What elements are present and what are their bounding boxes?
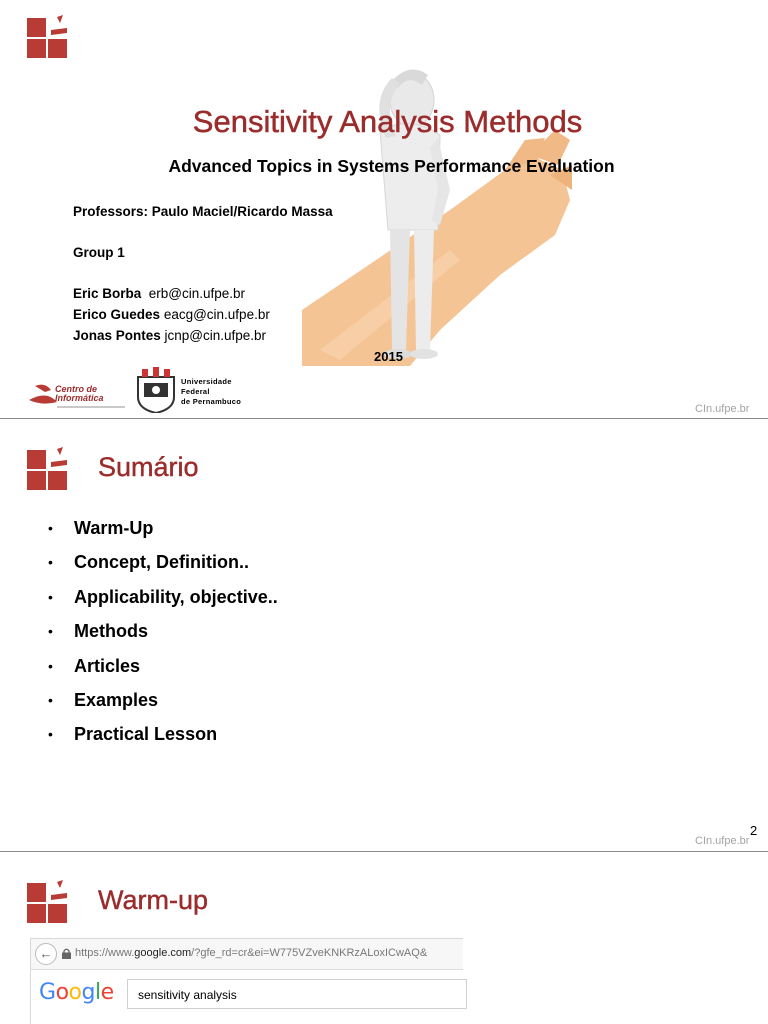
- list-item: • Applicability, objective..: [48, 586, 278, 607]
- address-bar: [31, 939, 463, 970]
- cin-logo-text: Centro de Informática: [55, 384, 104, 403]
- summary-list: [48, 517, 278, 758]
- cin-corner-logo: [27, 15, 69, 59]
- slide-warmup: [0, 852, 768, 1024]
- browser-screenshot: [30, 938, 463, 1024]
- back-button[interactable]: ←: [35, 943, 57, 965]
- google-logo: Google: [39, 980, 114, 1005]
- ufpe-line: de Pernambuco: [181, 397, 242, 406]
- cin-corner-logo: [27, 880, 69, 924]
- list-item-text: Applicability, objective..: [74, 586, 278, 607]
- slide-title: [0, 0, 768, 418]
- list-item: • Articles: [48, 655, 141, 676]
- member-email: erb@cin.ufpe.br: [148, 286, 246, 301]
- list-item: • Methods: [48, 621, 148, 642]
- group-label: Group 1: [73, 245, 125, 260]
- cin-corner-logo: [27, 447, 69, 491]
- footer-cin: CIn.ufpe.br: [695, 403, 750, 415]
- member-name: Eric Borba: [73, 286, 142, 301]
- slide-heading: Warm-up: [98, 885, 209, 915]
- search-input[interactable]: sensitivity analysis: [127, 979, 467, 1009]
- ufpe-logo-text: [181, 377, 241, 407]
- page-number: 2: [750, 823, 758, 838]
- member-name: Erico Guedes: [73, 307, 161, 322]
- list-item-text: Methods: [74, 621, 148, 642]
- list-item-text: Warm-Up: [74, 518, 154, 538]
- url-text[interactable]: https://www.google.com/?gfe_rd=cr&ei=W775VZveKNKRzALoxICwAQ&: [75, 947, 428, 959]
- member-row: [73, 286, 245, 301]
- list-item: • Concept, Definition..: [48, 552, 249, 573]
- list-item-text: Examples: [74, 689, 159, 710]
- slide-heading: Sumário: [98, 452, 199, 482]
- member-email: jcnp@cin.ufpe.br: [164, 328, 267, 343]
- list-item: • Practical Lesson: [48, 724, 218, 745]
- centro-informatica-logo: [27, 380, 127, 410]
- list-item-text: Practical Lesson: [74, 724, 218, 745]
- professors-line: Professors: Paulo Maciel/Ricardo Massa: [73, 204, 333, 219]
- ufpe-line: Universidade: [181, 377, 232, 386]
- list-item-text: Articles: [74, 655, 141, 676]
- ufpe-crest: [136, 367, 176, 413]
- member-row: [73, 307, 270, 322]
- list-item-text: Concept, Definition..: [74, 552, 249, 573]
- list-item: • Warm-Up: [48, 518, 154, 538]
- year-label: 2015: [374, 349, 403, 364]
- member-name: Jonas Pontes: [73, 328, 161, 343]
- list-item: • Examples: [48, 689, 159, 710]
- ufpe-line: Federal: [181, 387, 210, 396]
- member-email: eacg@cin.ufpe.br: [163, 307, 270, 322]
- footer-cin: CIn.ufpe.br: [695, 835, 750, 847]
- presentation-title: Sensitivity Analysis Methods: [192, 104, 583, 139]
- google-search-area: [31, 970, 463, 1024]
- presentation-subtitle: Advanced Topics in Systems Performance Evaluation: [168, 156, 615, 176]
- lock-icon: [62, 948, 71, 959]
- slide-summary: [0, 419, 768, 851]
- member-row: [73, 328, 266, 343]
